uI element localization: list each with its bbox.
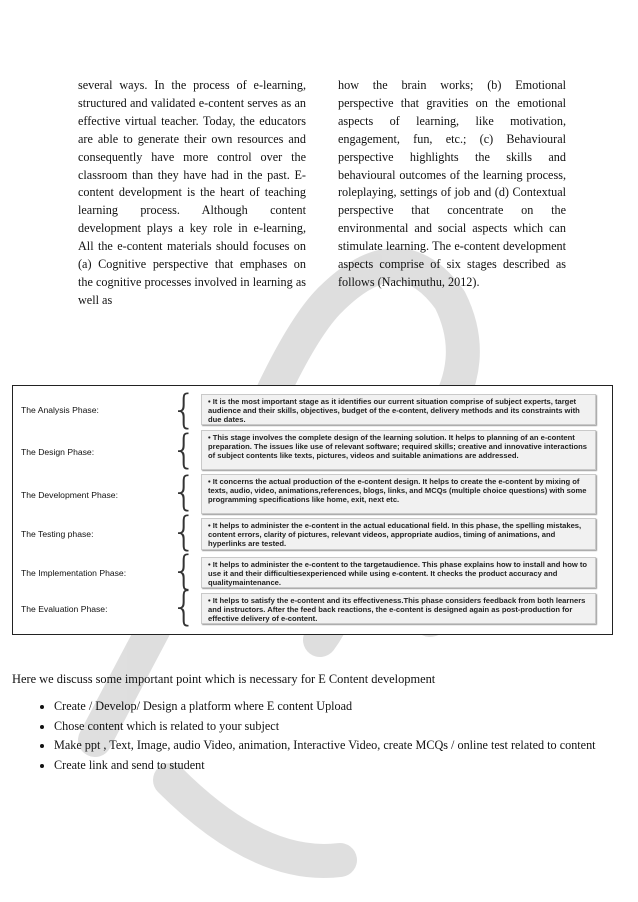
phase-label-implementation: The Implementation Phase:: [21, 568, 127, 578]
phase-box-evaluation: • It helps to satisfy the e-content and its effectiveness.This phase considers feedback from both learners and instructors. After the feed back reactions, the e-content is designed again as post-production for effective delivery of e-content.: [201, 593, 596, 624]
phases-figure: [12, 385, 613, 635]
bullet-list: [26, 697, 638, 775]
brace-icon: {: [171, 584, 197, 630]
right-text-column: how the brain works; (b) Emotional perspective that gravities on the emotional aspects of learning, like motivation, engagement, fun, etc.; (c) Behavioural perspective highlights the skills and behavioural outcomes of the learning process, roleplaying, settings of job and (d) Contextual perspective that concentrate on the environmental and social aspects which can stimulate learning. The e-content development aspects comprise of six stages described as follows (Nachimuthu, 2012).: [338, 78, 566, 289]
phase-box-design: • This stage involves the complete design of the learning solution. It helps to planning of an e-content preparation. The issues like use of relevant software; required skills; creative and innovative interactions of subject contents like texts, pictures, videos and suitable animations are addressed.: [201, 430, 596, 470]
bullet-item: • Chose content which is related to your subject: [54, 717, 638, 735]
brace-icon: {: [171, 387, 197, 433]
phase-label-testing: The Testing phase:: [21, 529, 94, 539]
brace-icon: {: [171, 509, 197, 555]
phase-label-analysis: The Analysis Phase:: [21, 405, 99, 415]
brace-icon: {: [171, 427, 197, 473]
brace-icon: {: [171, 469, 197, 515]
left-text-column: several ways. In the process of e-learning, structured and validated e-content serves as an effective virtual teacher. Today, the educators are able to generate their own resources and consequently have more control over the classroom than they have had in the past. E-content development is the heart of teaching learning process. Although content development plays a key role in e-learning, All the e-content materials should focuses on (a) Cognitive perspective that emphases on the cognitive processes involved in learning as well as: [78, 78, 306, 307]
lead-paragraph: Here we discuss some important point which is necessary for E Content development: [12, 672, 436, 686]
watermark-stroke-6: [170, 780, 340, 861]
phase-label-evaluation: The Evaluation Phase:: [21, 604, 108, 614]
phase-box-implementation: • It helps to administer the e-content to the targetaudience. This phase explains how to install and how to use it and their difficultiesexperienced while using e-content. It checks the product accuracy and qualitymaintenance.: [201, 557, 596, 588]
bullet-item: • Create / Develop/ Design a platform where E content Upload: [54, 697, 638, 715]
phase-label-development: The Development Phase:: [21, 490, 118, 500]
phase-label-design: The Design Phase:: [21, 447, 95, 457]
bullet-item: • Make ppt , Text, Image, audio Video, animation, Interactive Video, create MCQs / online test related to content: [54, 736, 638, 754]
phase-box-development: • It concerns the actual production of the e-content design. It helps to create the e-content by mixing of texts, audio, video, animations,references, blogs, links, and MCQs (multiple choice questions) with some programming specifications like home, exit, next etc.: [201, 474, 596, 514]
phase-box-testing: • It helps to administer the e-content in the actual educational field. In this phase, the spelling mistakes, content errors, clarity of pictures, relevant videos, appropriate audios, timing of animations, and hyperlinks are tested.: [201, 518, 596, 550]
bullet-item: • Create link and send to student: [54, 756, 638, 774]
phase-box-analysis: • It is the most important stage as it identifies our current situation comprise of subject experts, target audience and their skills, objectives, budget of the e-content, delivery methods and its constraints with due dates.: [201, 394, 596, 425]
brace-icon: {: [171, 548, 197, 594]
